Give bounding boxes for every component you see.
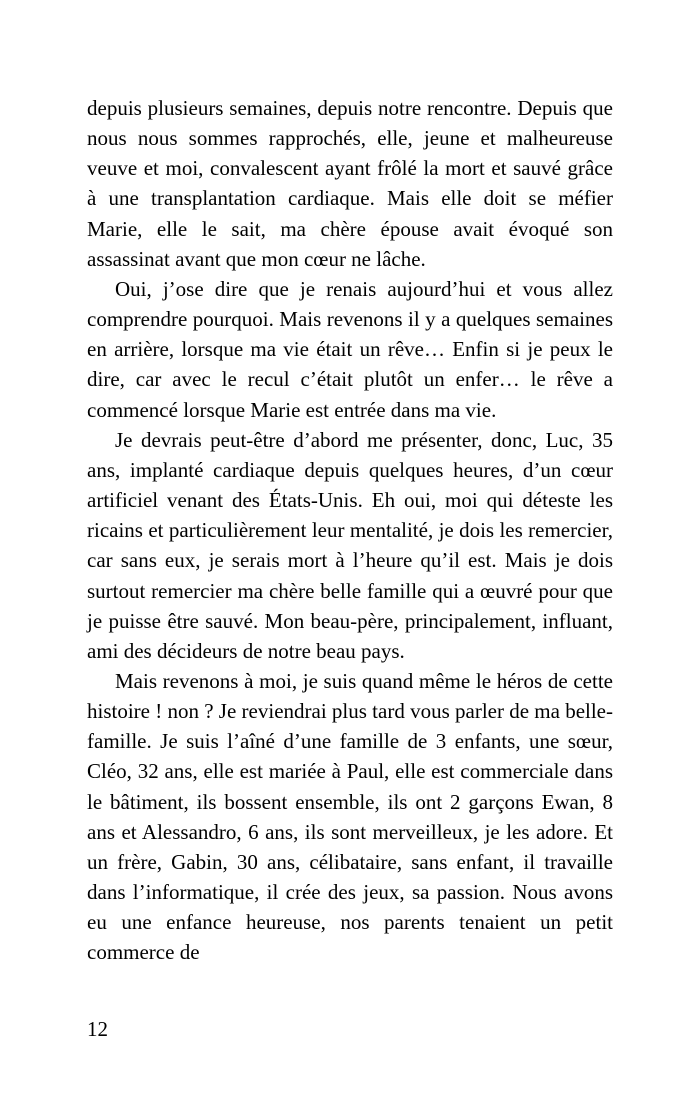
paragraph-4: Mais revenons à moi, je suis quand même le héros de cette histoire ! non ? Je reviendrai plus tard vous parler de ma belle-famille. Je suis l’aîné d’une famille de 3 enfants, une sœur, Cléo, 32 ans, elle est mariée à Paul, elle est commerciale dans le bâtiment, ils bossent ensemble, ils ont 2 garçons Ewan, 8 ans et Alessandro, 6 ans, ils sont merveilleux, je les adore. Et un frère, Gabin, 30 ans, célibataire, sans enfant, il travaille dans l’informatique, il crée des jeux, sa passion. Nous avons eu une enfance heureuse, nos parents tenaient un petit commerce de (87, 668, 613, 965)
page-body (87, 93, 613, 968)
paragraph-3: Je devrais peut-être d’abord me présenter, donc, Luc, 35 ans, implanté cardiaque depuis quelques heures, d’un cœur artificiel venant des États-Unis. Eh oui, moi qui déteste les ricains et particulièrement leur mentalité, je dois les remercier, car sans eux, je serais mort à l’heure qu’il est. Mais je dois surtout remercier ma chère belle famille qui a œuvré pour que je puisse être sauvé. Mon beau-père, principalement, influant, ami des décideurs de notre beau pays. (87, 427, 613, 663)
page-number: 12 (87, 1017, 108, 1041)
paragraph-1: depuis plusieurs semaines, depuis notre rencontre. Depuis que nous nous sommes rapprochés, elle, jeune et malheureuse veuve et moi, convalescent ayant frôlé la mort et sauvé grâce à une transplantation cardiaque. Mais elle doit se méfier Marie, elle le sait, ma chère épouse avait évoqué son assassinat avant que mon cœur ne lâche. (87, 96, 613, 271)
paragraph-2: Oui, j’ose dire que je renais aujourd’hui et vous allez comprendre pourquoi. Mais revenons il y a quelques semaines en arrière, lorsque ma vie était un rêve… Enfin si je peux le dire, car avec le recul c’était plutôt un enfer… le rêve a commencé lorsque Marie est entrée dans ma vie. (87, 276, 613, 422)
